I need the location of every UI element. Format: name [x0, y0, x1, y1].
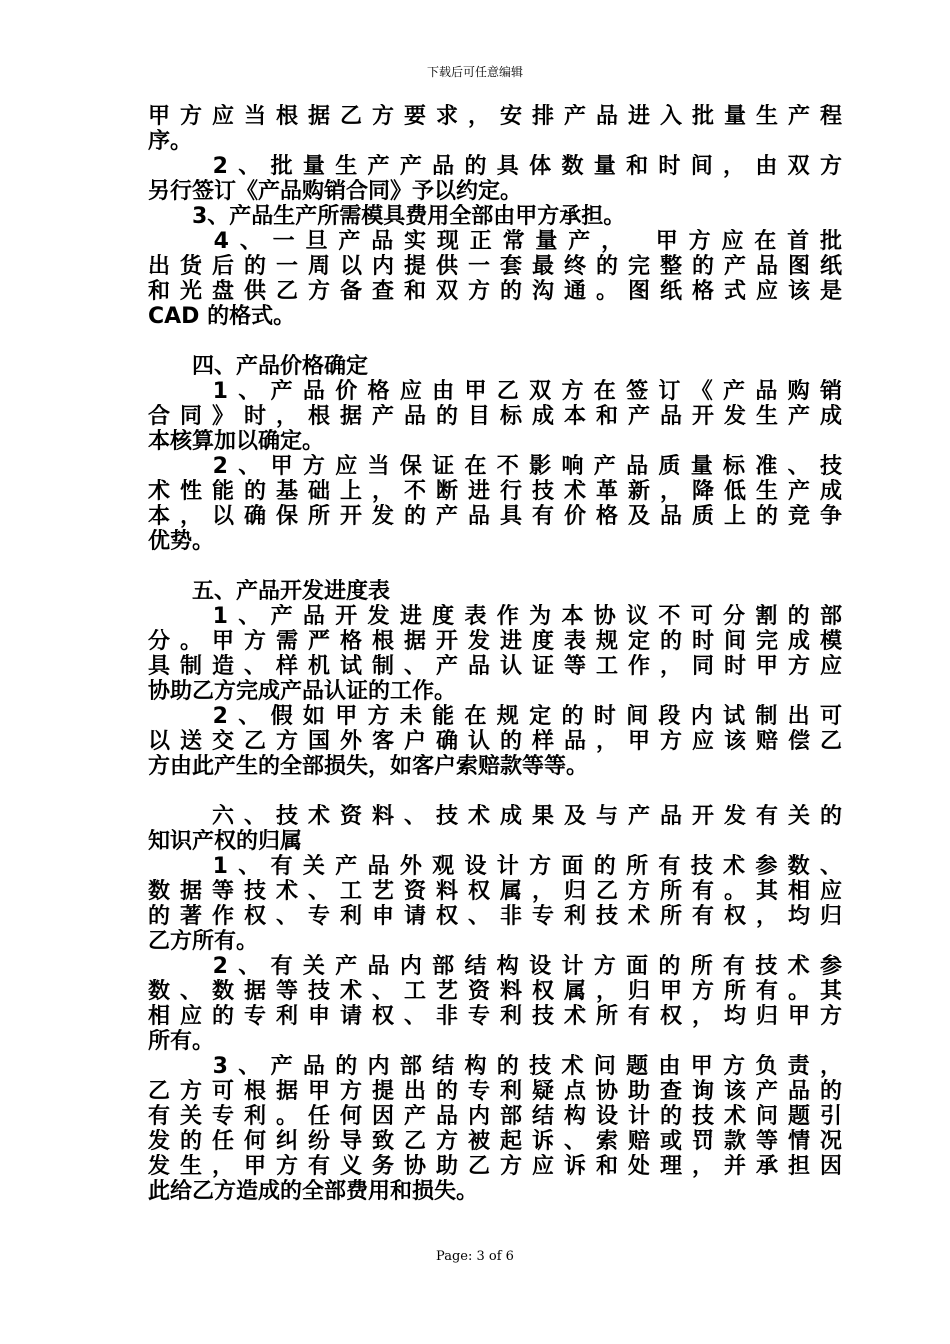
body-line: 数据等技术、工艺资料权属，归乙方所有。其相应: [148, 879, 842, 904]
body-line: 2、甲方应当保证在不影响产品质量标准、技: [148, 454, 842, 479]
body-line: 3、产品生产所需模具费用全部由甲方承担。: [148, 204, 626, 229]
body-line: 出货后的一周以内提供一套最终的完整的产品图纸: [148, 254, 842, 279]
body-line: 以送交乙方国外客户确认的样品，甲方应该赔偿乙: [148, 729, 842, 754]
body-line: 的著作权、专利申请权、非专利技术所有权，均归: [148, 904, 842, 929]
body-line: 相应的专利申请权、非专利技术所有权，均归甲方: [148, 1004, 842, 1029]
body-line: CAD 的格式。: [148, 304, 296, 329]
body-line: 有关专利。任何因产品内部结构设计的技术问题引: [148, 1104, 842, 1129]
body-line: 发生，甲方有义务协助乙方应诉和处理，并承担因: [148, 1154, 842, 1179]
section-heading: 五、产品开发进度表: [148, 579, 391, 604]
body-line: 3、产品的内部结构的技术问题由甲方负责，: [148, 1054, 842, 1079]
body-line: 甲方应当根据乙方要求，安排产品进入批量生产程: [148, 104, 842, 129]
body-line: 1、产品开发进度表作为本协议不可分割的部: [148, 604, 842, 629]
body-line: 乙方所有。: [148, 929, 259, 954]
body-line: 知识产权的归属: [148, 829, 303, 854]
page-header: 下载后可任意编辑: [426, 65, 523, 79]
body-line: 优势。: [148, 529, 215, 554]
body-line: 术性能的基础上，不断进行技术革新，降低生产成: [148, 479, 842, 504]
body-line: 序。: [148, 129, 193, 154]
body-line: 协助乙方完成产品认证的工作。: [148, 679, 457, 704]
document-body: [148, 104, 842, 1204]
body-line: 2、有关产品内部结构设计方面的所有技术参: [148, 954, 842, 979]
blank-line: [148, 779, 842, 804]
blank-line: [148, 554, 842, 579]
body-line: 2、批量生产产品的具体数量和时间，由双方: [148, 154, 842, 179]
body-line: 4、一旦产品实现正常量产， 甲方应在首批: [148, 229, 842, 254]
body-line: 另行签订《产品购销合同》予以约定。: [148, 179, 523, 204]
body-line: 方由此产生的全部损失，如客户索赔款等等。: [148, 754, 589, 779]
body-line: 1、有关产品外观设计方面的所有技术参数、: [148, 854, 842, 879]
body-line: 发的任何纠纷导致乙方被起诉、索赔或罚款等情况: [148, 1129, 842, 1154]
body-line: 此给乙方造成的全部费用和损失。: [148, 1179, 479, 1204]
body-line: 分。甲方需严格根据开发进度表规定的时间完成模: [148, 629, 842, 654]
body-line: 乙方可根据甲方提出的专利疑点协助查询该产品的: [148, 1079, 842, 1104]
body-line: 六、技术资料、技术成果及与产品开发有关的: [148, 804, 842, 829]
body-line: 所有。: [148, 1029, 215, 1054]
body-line: 本，以确保所开发的产品具有价格及品质上的竞争: [148, 504, 842, 529]
body-line: 和光盘供乙方备查和双方的沟通。图纸格式应该是: [148, 279, 842, 304]
body-line: 具制造、样机试制、产品认证等工作，同时甲方应: [148, 654, 842, 679]
body-line: 数、数据等技术、工艺资料权属，归甲方所有。其: [148, 979, 842, 1004]
body-line: 1、产品价格应由甲乙双方在签订《产品购销: [148, 379, 842, 404]
body-line: 本核算加以确定。: [148, 429, 325, 454]
section-heading: 四、产品价格确定: [148, 354, 369, 379]
body-line: 合同》时，根据产品的目标成本和产品开发生产成: [148, 404, 842, 429]
body-line: 2、假如甲方未能在规定的时间段内试制出可: [148, 704, 842, 729]
blank-line: [148, 329, 842, 354]
page-footer: Page: 3 of 6: [436, 1249, 514, 1264]
